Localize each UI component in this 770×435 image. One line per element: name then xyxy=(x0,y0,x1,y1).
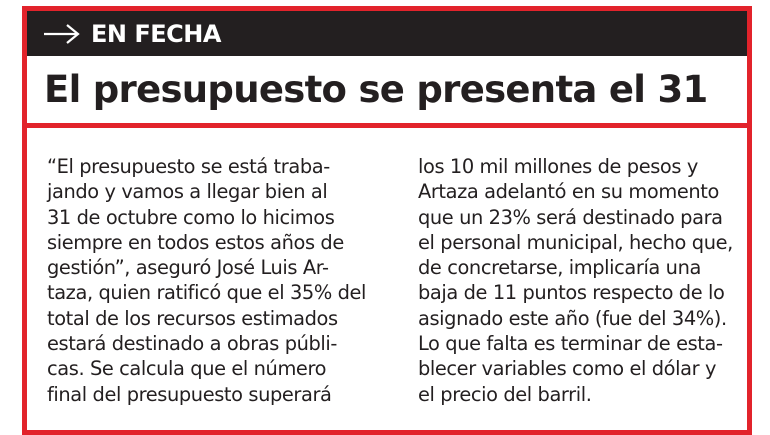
headline: El presupuesto se presenta el 31 xyxy=(44,68,708,111)
body-line: blecer variables como el dólar y xyxy=(418,357,717,381)
body-line: de concretarse, implicaría una xyxy=(418,256,701,280)
body-line: 31 de octubre como lo hicimos xyxy=(47,205,335,229)
body-line: gestión”, aseguró José Luis Ar- xyxy=(47,256,329,280)
body-line: Artaza adelantó en su momento xyxy=(418,180,719,204)
section-label: EN FECHA xyxy=(91,19,221,48)
body-line: estará destinado a obras públi- xyxy=(47,332,337,356)
body-line: siempre en todos estos años de xyxy=(47,230,344,254)
body-line: asignado este año (fue del 34%). xyxy=(418,306,727,330)
body-line: que un 23% será destinado para xyxy=(418,205,723,229)
body-line: taza, quien ratificó que el 35% del xyxy=(47,281,367,305)
body-line: el precio del barril. xyxy=(418,382,592,406)
body-line: jando y vamos a llegar bien al xyxy=(47,180,328,204)
body-line: “El presupuesto se está traba- xyxy=(47,155,330,178)
arrow-right-icon xyxy=(43,23,81,45)
body-line: baja de 11 puntos respecto de lo xyxy=(418,281,725,305)
section-header-bar xyxy=(27,11,747,56)
body-line: el personal municipal, hecho que, xyxy=(418,230,733,254)
headline-divider xyxy=(27,123,747,128)
body-line: cas. Se calcula que el número xyxy=(47,357,327,381)
body-line: Lo que falta es terminar de esta- xyxy=(418,332,723,356)
body-column-right xyxy=(418,154,738,407)
body-line: los 10 mil millones de pesos y xyxy=(418,155,698,178)
news-box xyxy=(22,6,752,435)
body-line: total de los recursos estimados xyxy=(47,306,338,330)
body-column-left xyxy=(47,154,387,407)
body-line: final del presupuesto superará xyxy=(47,382,332,406)
